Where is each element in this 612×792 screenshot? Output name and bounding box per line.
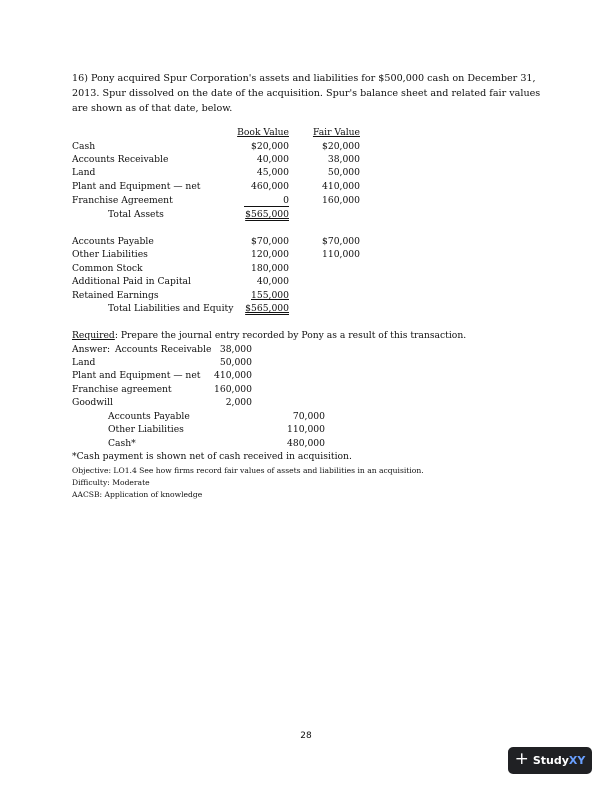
required-label: Required — [72, 330, 115, 341]
objective-line: Objective: LO1.4 See how firms record fair values of assets and liabilities in an acquisition. — [72, 466, 424, 475]
le-label: Common Stock — [72, 263, 143, 274]
col-book-header: Book Value — [237, 127, 289, 138]
debit-label: Goodwill — [72, 397, 113, 408]
asset-fair: $20,000 — [322, 141, 360, 152]
asset-fair: 410,000 — [322, 181, 360, 192]
asset-book: 0 — [244, 195, 289, 207]
debit-amount: 410,000 — [214, 370, 252, 381]
balance-sheet — [72, 127, 402, 317]
credit-label: Other Liabilities — [108, 424, 184, 435]
le-book: $70,000 — [251, 236, 289, 247]
credit-amount: 480,000 — [287, 438, 325, 449]
le-fair: 110,000 — [322, 249, 360, 260]
debit-amount: 2,000 — [225, 397, 252, 408]
total-le-book: $565,000 — [245, 303, 289, 314]
asset-book: 40,000 — [256, 154, 289, 165]
asset-book: 45,000 — [256, 167, 289, 178]
credit-amount: 110,000 — [287, 424, 325, 435]
asset-label: Cash — [72, 141, 96, 152]
debit-label: Plant and Equipment — net — [72, 370, 201, 381]
le-book: 155,000 — [251, 290, 289, 301]
debit-amount: 38,000 — [219, 344, 252, 355]
asset-fair: 50,000 — [327, 167, 360, 178]
le-fair: $70,000 — [322, 236, 360, 247]
col-fair-header: Fair Value — [312, 127, 360, 138]
asset-label: Land — [72, 167, 96, 178]
credit-label: Cash* — [108, 438, 136, 449]
debit-label: Land — [72, 357, 96, 368]
debit-label: Franchise agreement — [72, 384, 172, 395]
studyxy-badge[interactable] — [508, 747, 592, 774]
required-line — [72, 330, 466, 342]
page-number: 28 — [300, 731, 312, 741]
le-book: 120,000 — [251, 249, 289, 260]
credit-label: Accounts Payable — [108, 411, 190, 422]
asset-label: Accounts Receivable — [72, 154, 169, 165]
total-assets-book: $565,000 — [245, 209, 289, 220]
required-text: : Prepare the journal entry recorded by Pony as a result of this transaction. — [114, 330, 467, 341]
debit-amount: 50,000 — [219, 357, 252, 368]
asset-book: 460,000 — [251, 181, 289, 192]
asset-label: Plant and Equipment — net — [72, 181, 201, 192]
debit-label: Accounts Receivable — [115, 344, 212, 355]
brand-logo: StudyXY — [532, 754, 586, 767]
total-assets-label: Total Assets — [108, 209, 164, 220]
difficulty-line: Difficulty: Moderate — [72, 478, 150, 487]
le-label: Retained Earnings — [72, 290, 159, 301]
plus-icon: + — [514, 749, 529, 769]
asset-label: Franchise Agreement — [72, 195, 173, 206]
asset-fair: 160,000 — [322, 195, 360, 206]
le-label: Other Liabilities — [72, 249, 148, 260]
problem-text: 16) Pony acquired Spur Corporation's assets and liabilities for $500,000 cash on December 31, 2013. Spur dissolved on the date of the acquisition. Spur's balance sheet and related fair values are shown as of that date, below. — [72, 73, 541, 114]
credit-amount: 70,000 — [292, 411, 325, 422]
le-book: 40,000 — [256, 276, 289, 287]
asset-fair: 38,000 — [327, 154, 360, 165]
answer-prefix: Answer: — [72, 344, 111, 355]
cash-footnote: *Cash payment is shown net of cash received in acquisition. — [72, 451, 352, 462]
total-le-label: Total Liabilities and Equity — [108, 303, 234, 314]
le-label: Accounts Payable — [72, 236, 154, 247]
aacsb-line: AACSB: Application of knowledge — [72, 490, 203, 499]
debit-amount: 160,000 — [214, 384, 252, 395]
le-book: 180,000 — [251, 263, 289, 274]
asset-book: $20,000 — [251, 141, 289, 152]
le-label: Additional Paid in Capital — [72, 276, 191, 287]
